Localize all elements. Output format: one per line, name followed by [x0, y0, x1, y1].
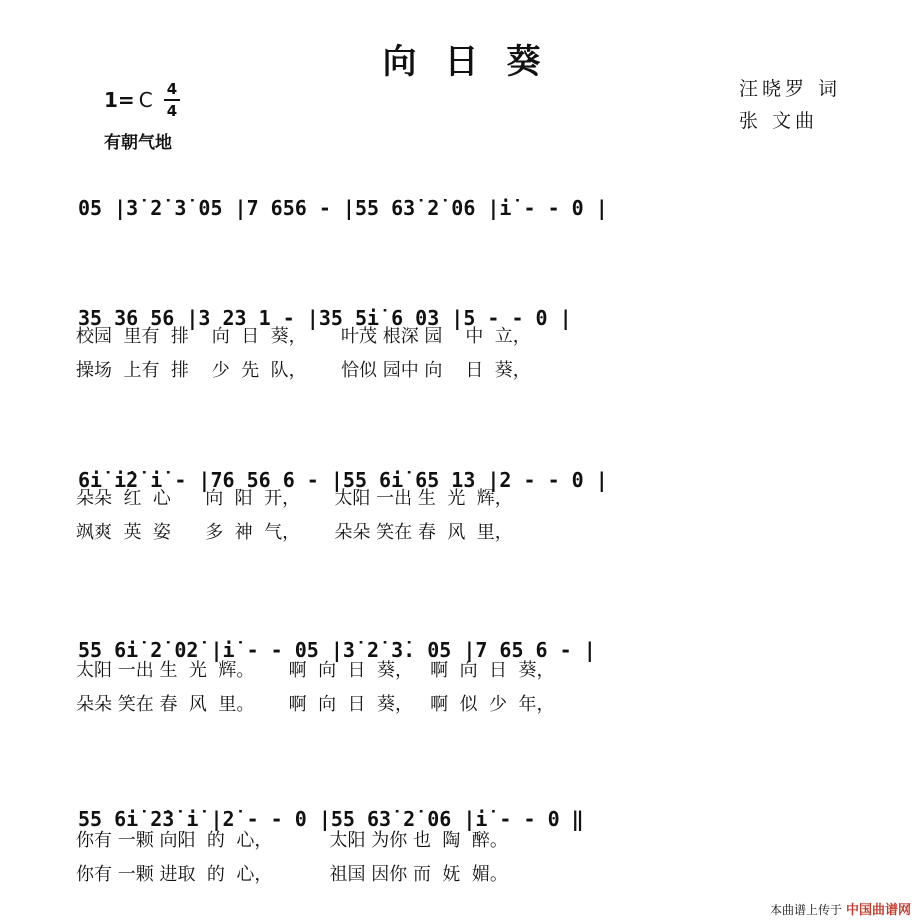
lyric-row-2-verse-2: 操场 上有 排 少 先 队， 恰似 园中 向 日 葵，	[76, 360, 531, 381]
time-signature-top: 4	[166, 80, 178, 98]
lyricist-credit: 汪晓罗 词	[739, 78, 842, 100]
lyric-row-2-verse-1: 校园 里有 排 向 日 葵， 叶茂 根深 园 中 立，	[76, 326, 531, 347]
lyric-row-5-verse-1: 你有 一颗 向阳 的 心， 太阳 为你 也 陶 醉。	[76, 830, 508, 851]
tempo-marking: 有朝气地	[104, 133, 172, 153]
source-footer	[770, 899, 911, 918]
time-signature-divider	[164, 99, 180, 101]
composer-credit: 张 文曲	[739, 110, 819, 132]
key-label: 1=	[104, 88, 135, 112]
lyric-row-3-verse-1: 朵朵 红 心 向 阳 开， 太阳 一出 生 光 辉，	[76, 488, 513, 509]
notes-row-3: 6i̇ i̇2̇ i̇ - |76 56 6 - |55 6i̇ 65 13 |2 - - 0 |	[78, 468, 608, 492]
notes-row-2: 35 36 56 |3 23 1 - |35 5i̇ 6 03 |5 - - 0 |	[78, 306, 572, 330]
score-row-1	[0, 172, 923, 220]
lyric-row-5-verse-2: 你有 一颗 进取 的 心， 祖国 因你 而 妩 媚。	[76, 864, 508, 885]
footer-text: 本曲谱上传于	[769, 903, 842, 917]
site-logo: 中国曲谱网	[845, 903, 911, 918]
lyric-row-3-verse-2: 飒爽 英 姿 多 神 气， 朵朵 笑在 春 风 里，	[76, 522, 513, 543]
score-row-5	[0, 783, 923, 831]
page-title: 向日葵	[382, 42, 569, 82]
notes-row-4: 55 6i̇ 2̇ 02̇ |i̇ - - 05 |3̇ 2̇ 3̇. 05 |7 65 6 - |	[78, 638, 596, 662]
lyric-row-4-verse-2: 朵朵 笑在 春 风 里。 啊 向 日 葵， 啊 似 少 年，	[76, 694, 555, 715]
time-signature-bottom: 4	[166, 102, 178, 120]
notes-row-5: 55 6i̇ 2̇3̇ i̇ |2̇ - - 0 |55 63̇ 2̇ 06 |i̇ - - 0 ‖	[78, 807, 584, 831]
key-signature	[104, 88, 153, 112]
score-row-4	[0, 614, 923, 662]
time-signature	[164, 80, 180, 120]
key-value: C	[138, 88, 153, 112]
notes-row-1: 05 |3̇ 2̇ 3̇ 05 |7 656 - |55 63̇ 2̇ 06 |i̇ - - 0 |	[78, 196, 608, 220]
lyric-row-4-verse-1: 太阳 一出 生 光 辉。 啊 向 日 葵， 啊 向 日 葵，	[76, 660, 555, 681]
